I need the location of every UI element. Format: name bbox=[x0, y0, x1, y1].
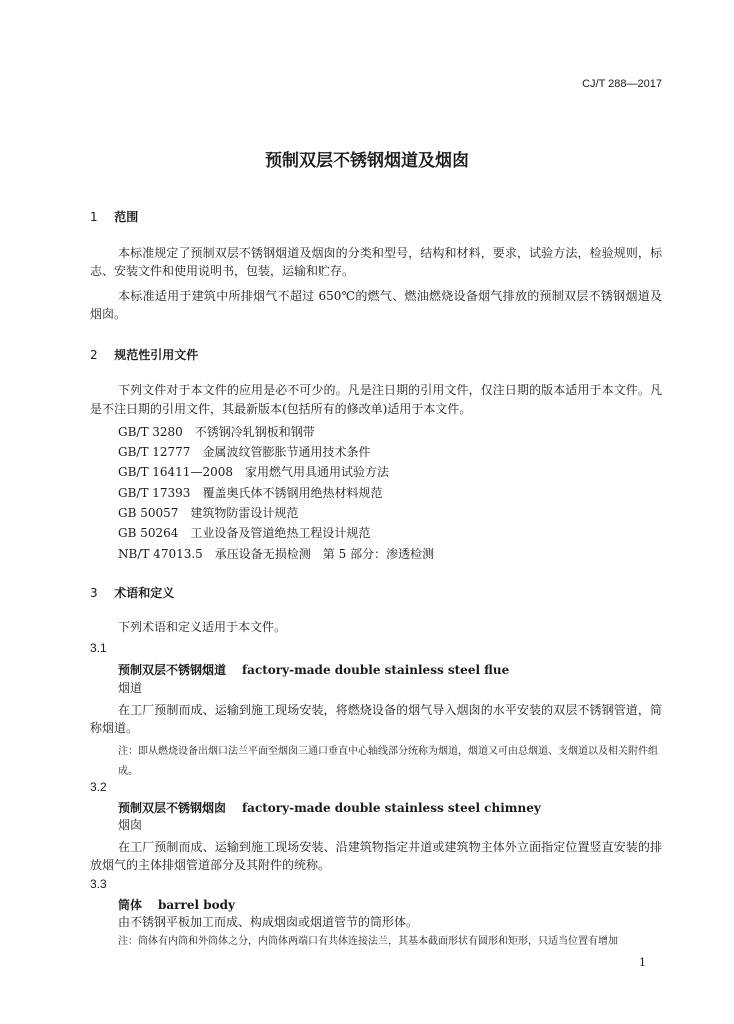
section-number: 2 bbox=[90, 348, 98, 362]
term-chinese: 筒体 bbox=[118, 898, 143, 912]
section-1-heading bbox=[90, 208, 138, 225]
standard-code: CJ/T 288—2017 bbox=[582, 78, 662, 90]
term-english: factory-made double stainless steel flue bbox=[242, 663, 510, 677]
term-heading bbox=[118, 799, 541, 816]
term-chinese: 预制双层不锈钢烟道 bbox=[118, 663, 227, 677]
term-heading bbox=[118, 896, 235, 913]
reference-item: GB/T 3280 不锈钢冷轧钢板和钢带 bbox=[118, 425, 315, 439]
section-3-heading bbox=[90, 584, 174, 601]
section-title: 范围 bbox=[114, 210, 139, 224]
normative-intro: 下列文件对于本文件的应用是必不可少的。凡是注日期的引用文件，仅注日期的版本适用于本文件。凡是不注日期的引用文件，其最新版本(包括所有的修改单)适用于本文件。 bbox=[90, 383, 662, 416]
reference-item: GB/T 17393 覆盖奥氏体不锈钢用绝热材料规范 bbox=[118, 486, 383, 500]
term-chinese: 预制双层不锈钢烟囱 bbox=[118, 801, 227, 815]
reference-item: GB 50057 建筑物防雷设计规范 bbox=[118, 506, 299, 520]
term-definition: 在工厂预制而成、运输到施工现场安装、沿建筑物指定井道或建筑物主体外立面指定位置竖直安装的排放烟气的主体排烟管道部分及其附件的统称。 bbox=[90, 840, 662, 872]
section-title: 术语和定义 bbox=[114, 586, 175, 600]
term-heading bbox=[118, 661, 509, 678]
term-english: factory-made double stainless steel chimney bbox=[242, 801, 541, 815]
scope-paragraph-2: 本标准适用于建筑中所排烟气不超过 650℃的燃气、燃油燃烧设备烟气排放的预制双层不锈钢烟道及烟囱。 bbox=[90, 289, 662, 321]
reference-item: GB 50264 工业设备及管道绝热工程设计规范 bbox=[118, 526, 371, 540]
reference-item: GB/T 12777 金属波纹管膨胀节通用技术条件 bbox=[118, 445, 371, 459]
term-english: barrel body bbox=[158, 898, 235, 912]
term-abbreviation: 烟囱 bbox=[118, 818, 143, 832]
section-2-heading bbox=[90, 346, 198, 363]
term-definition: 在工厂预制而成、运输到施工现场安装，将燃烧设备的烟气导入烟囱的水平安装的双层不锈钢管道，简称烟道。 bbox=[90, 703, 662, 735]
terms-intro: 下列术语和定义适用于本文件。 bbox=[118, 620, 287, 634]
term-note: 注：即从燃烧设备出烟口法兰平面至烟囱三通口垂直中心轴线部分统称为烟道，烟道又可由总烟道、支烟道以及相关附件组成。 bbox=[118, 746, 658, 777]
term-number: 3.3 bbox=[90, 877, 107, 891]
document-title: 预制双层不锈钢烟道及烟囱 bbox=[265, 151, 469, 171]
section-title: 规范性引用文件 bbox=[114, 348, 199, 362]
term-definition: 由不锈钢平板加工而成、构成烟囱或烟道管节的筒形体。 bbox=[118, 915, 419, 929]
section-number: 1 bbox=[90, 210, 98, 224]
term-abbreviation: 烟道 bbox=[118, 681, 143, 695]
reference-item: GB/T 16411—2008 家用燃气用具通用试验方法 bbox=[118, 465, 389, 479]
term-note: 注：筒体有内筒和外筒体之分，内筒体两端口有共体连接法兰，其基本截面形状有圆形和矩形，只适当位置有增加 bbox=[118, 936, 618, 947]
reference-item: NB/T 47013.5 承压设备无损检测 第 5 部分：渗透检测 bbox=[118, 547, 435, 561]
term-number: 3.1 bbox=[90, 641, 107, 655]
scope-paragraph-1: 本标准规定了预制双层不锈钢烟道及烟囱的分类和型号，结构和材料，要求，试验方法，检验规则，标志、安装文件和使用说明书，包装，运输和贮存。 bbox=[90, 246, 662, 278]
term-number: 3.2 bbox=[90, 780, 107, 794]
page-number: 1 bbox=[639, 956, 646, 969]
section-number: 3 bbox=[90, 586, 98, 600]
